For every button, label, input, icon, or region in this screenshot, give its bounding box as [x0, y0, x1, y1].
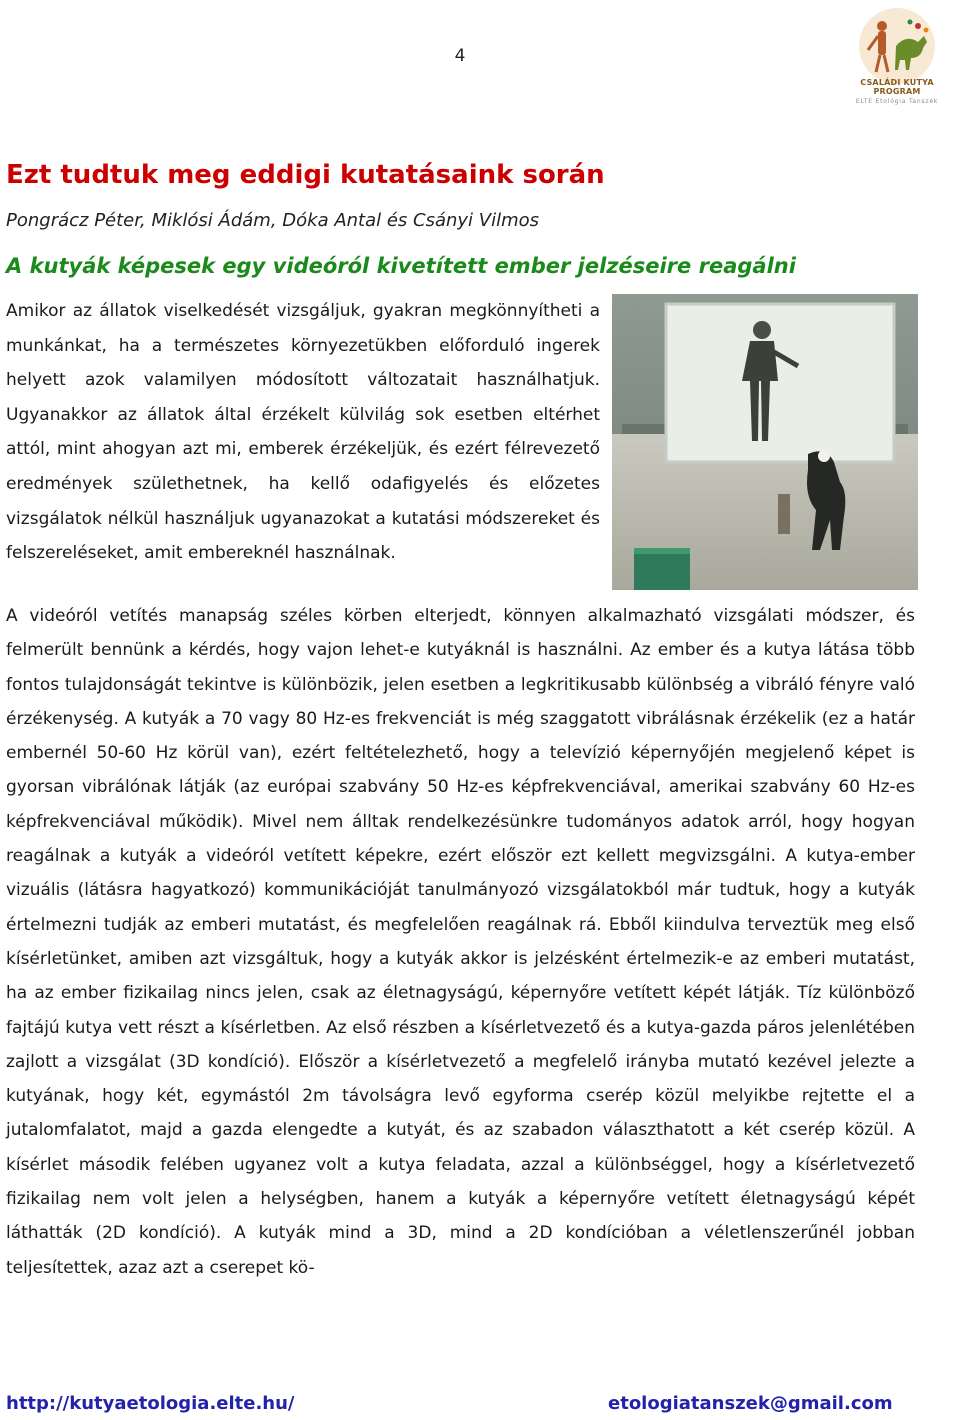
experiment-photo	[612, 294, 918, 590]
program-logo	[838, 6, 956, 110]
footer-email-link[interactable]: etologiatanszek@gmail.com	[608, 1393, 893, 1414]
logo-title: CSALÁDI KUTYA PROGRAM	[860, 78, 934, 96]
main-paragraph: A videóról vetítés manapság széles körben elterjedt, könnyen alkalmazható vizsgálati módszer, és felmerült bennünk a kérdés, hogy vajon lehet-e kutyáknál is használni. Az ember és a kutya látása több fontos tulajdonságát tekintve is különbözik, jelen esetben a legkritikusabb különbség a vibráló fényre való érzékenység. A kutyák a 70 vagy 80 Hz-es frekvenciát is még szaggatott vibrálásnak érzékelik (ez a határ embernél 50-60 Hz körül van), ezért feltételezhető, hogy a televízió képernyőjén megjelenő képet is gyorsan vibrálónak látják (az európai szabvány 50 Hz-es képfrekvenciával, amerikai szabvány 60 Hz-es képfrekvenciával működik). Mivel nem álltak rendelkezésünkre tudományos adatok arról, hogy hogyan reagálnak a kutyák a videóról vetített képekre, ezért először ezt kellett megvizsgálni. A kutya-ember vizuális (látásra hagyatkozó) kommunikációját tanulmányozó vizsgálatokból már tudtuk, hogy a kutyák értelmezni tudják az emberi mutatást, és megfelelően reagálnak rá. Ebből kiindulva terveztük meg első kísérletünket, amiben azt vizsgáltuk, hogy a kutyák akkor is jelzésként értelmezik-e az emberi mutatást, ha az ember fizikailag nincs jelen, csak az életnagyságú, képernyőre vetített képét látják. Tíz különböző fajtájú kutya vett részt a kísérletben. Az első részben a kísérletvezető és a kutya-gazda páros jelenlétében zajlott a vizsgálat (3D kondíció). Először a kísérletvezető a megfelelő irányba mutató kezével jelezte a kutyának, hogy két, egymástól 2m távolságra levő egyforma cserép közül melyikbe rejtette el a jutalomfalatot, majd a gazda elengedte a kutyát, és az szabadon választhatott a két cserép közül. A kísérlet második felében ugyanez volt a kutya feladata, azzal a különbséggel, hogy a kísérletvezető fizikailag nem volt jelen a helységben, hanem a kutyák a képernyőre vetített életnagyságú képét láthatták (2D kondíció). A kutyák mind a 3D, mind a 2D kondícióban a véletlenszerűnél jobban teljesítettek, azaz azt a cserepet kö-	[6, 606, 915, 1278]
page-number: 4	[454, 46, 466, 66]
footer-website-link[interactable]: http://kutyaetologia.elte.hu/	[6, 1393, 295, 1414]
intro-paragraph: Amikor az állatok viselkedését vizsgáljuk, gyakran megkönnyítheti a munkánkat, ha a természetes környezetükben előforduló ingerek helyett azok valamilyen módosított változatait használhatjuk. Ugyanakkor az állatok által érzékelt külvilág sok esetben eltérhet attól, mint ahogyan azt mi, emberek érzékeljük, és ezért félrevezető eredmények születhetnek, ha kellő odafigyelés és előzetes vizsgálatok nélkül használjuk ugyanazokat a kutatási módszereket és felszereléseket, amit embereknél használnak.	[6, 301, 600, 564]
logo-subtitle: ELTE Etológia Tanszék	[855, 98, 939, 105]
article-title: Ezt tudtuk meg eddigi kutatásaink során	[6, 160, 605, 190]
article-authors: Pongrácz Péter, Miklósi Ádám, Dóka Antal és Csányi Vilmos	[6, 210, 540, 231]
section-subtitle: A kutyák képesek egy videóról kivetített ember jelzéseire reagálni	[6, 254, 796, 278]
